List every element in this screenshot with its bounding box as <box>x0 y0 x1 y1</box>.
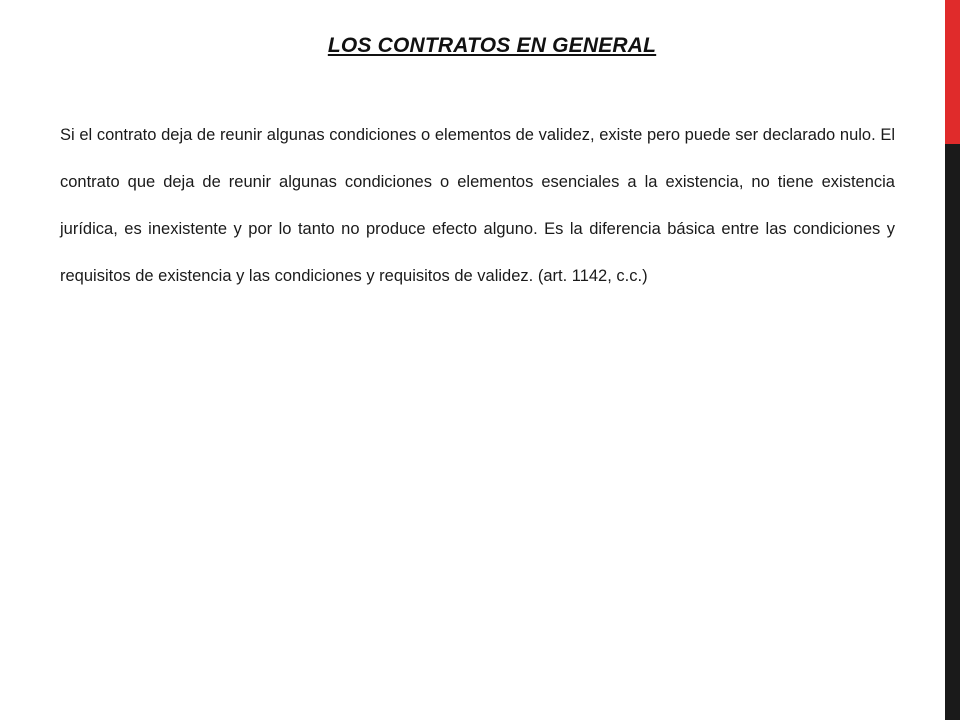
side-accent-bar-red-segment <box>945 0 960 144</box>
slide-body-paragraph: Si el contrato deja de reunir algunas condiciones o elementos de validez, existe pero puede ser declarado nulo. El contrato que deja de reunir algunas condiciones o elementos esenciales a la existencia, no tiene existencia jurídica, es inexistente y por lo tanto no produce efecto alguno. Es la diferencia básica entre las condiciones y requisitos de existencia y las condiciones y requisitos de validez. (art. 1142, c.c.) <box>60 126 895 285</box>
slide-title: LOS CONTRATOS EN GENERAL <box>327 34 657 57</box>
side-accent-bar <box>945 0 960 720</box>
